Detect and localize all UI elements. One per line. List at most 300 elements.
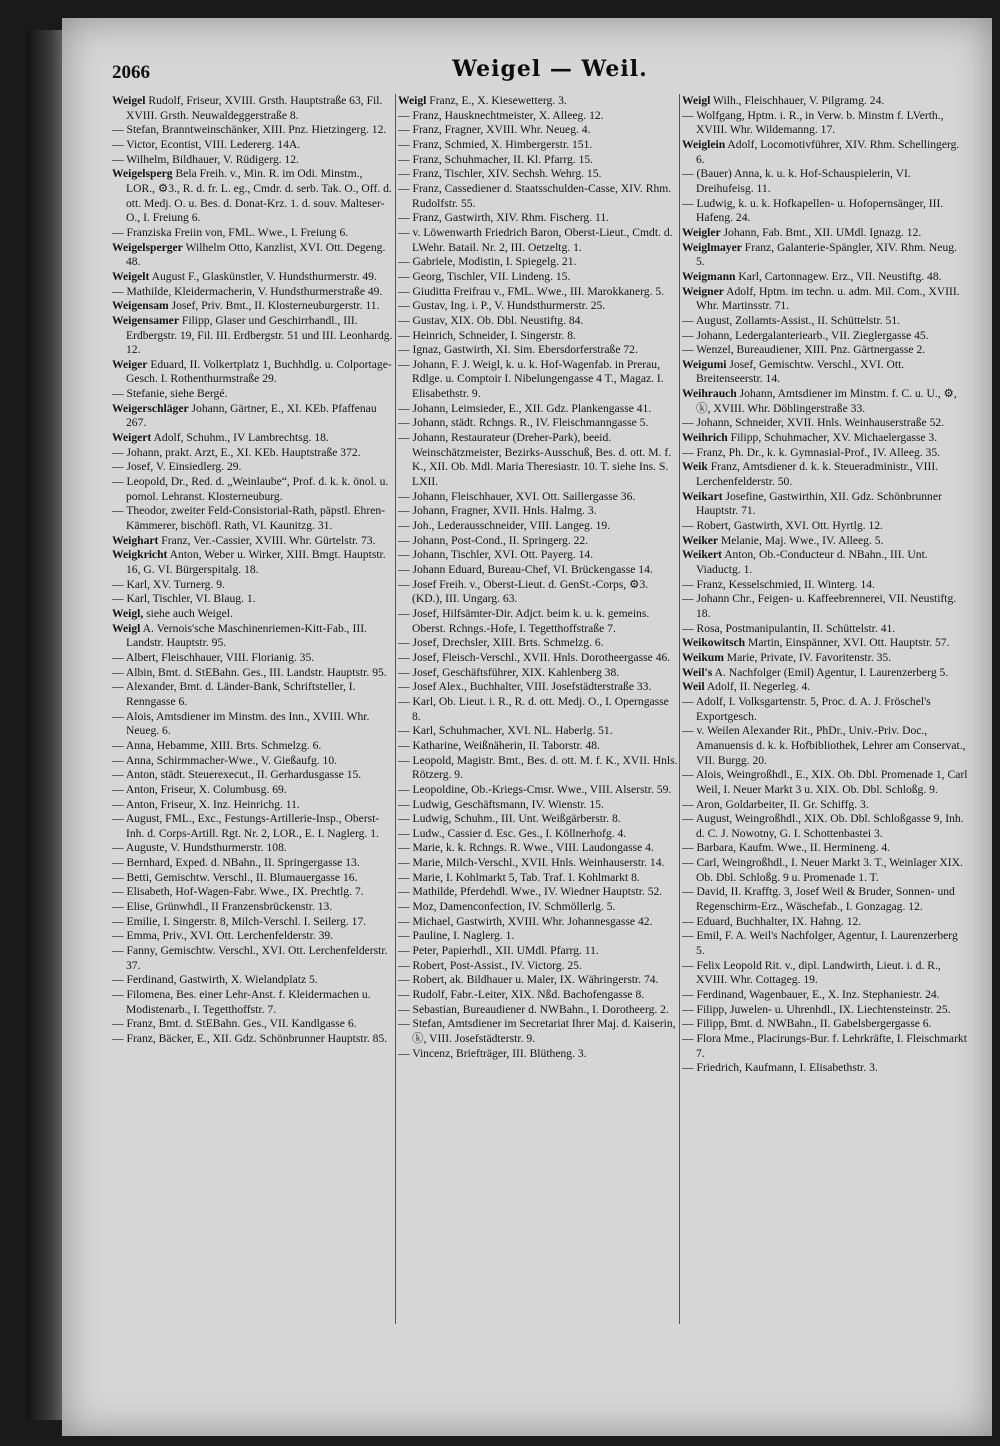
entry-text: — Johann, Restaurateur (Dreher-Park), beeid. Weinschätzmeister, Bezirks-Ausschuß, Bes. d. ott. M. f. K., XII. Ob. Mdl. Maria Theresiastr. 10. T. siehe Ins. S. LXII.: [398, 431, 672, 489]
entry-text: — Johann, Leimsieder, E., XII. Gdz. Plankengasse 41.: [398, 401, 652, 415]
directory-entry: [112, 622, 394, 651]
directory-entry: [112, 680, 394, 709]
directory-entry: [398, 827, 680, 842]
entry-text: — Filomena, Bes. einer Lehr-Anst. f. Kleidermachen u. Modistenarb., I. Tegetthoffstr. 7.: [112, 988, 371, 1016]
entry-text: — Pauline, I. Naglerg. 1.: [398, 929, 515, 943]
entry-text: — Anna, Hebamme, XIII. Brts. Schmelzg. 6.: [112, 738, 322, 752]
entry-text: — v. Weilen Alexander Rit., PhDr., Univ.-Priv. Doc., Amanuensis d. k. k. Hofbibliothek, Lehrer am Conservat., VII. Burgg. 20.: [682, 724, 966, 767]
entry-text: Eduard, II. Volkertplatz 1, Buchhdlg. u. Colportage-Gesch. I. Rothenthurmstraße 29.: [126, 357, 392, 386]
directory-entry: [112, 783, 394, 798]
entry-text: Franz, E., X. Kiesewetterg. 3.: [429, 94, 567, 107]
entry-text: — v. Löwenwarth Friedrich Baron, Oberst-Lieut., Cmdt. d. LWehr. Batail. Nr. 2, III. Oetzeltg. 1.: [398, 225, 673, 254]
entry-text: — Karl, Ob. Lieut. i. R., R. d. ott. Medj. O., I. Operngasse 8.: [398, 694, 669, 723]
entry-text: — Franz, Hausknechtmeister, X. Alleeg. 12.: [398, 108, 604, 122]
entry-text: — Josef Alex., Buchhalter, VIII. Josefstädterstraße 33.: [398, 680, 652, 694]
entry-text: — Anton, Friseur, X. Inz. Heinrichg. 11.: [112, 797, 300, 811]
directory-entry: [682, 666, 968, 681]
entry-text: Anton, Weber u. Wirker, XIII. Bmgt. Hauptstr. 16, G. VI. Bürgerspitalg. 18.: [126, 548, 386, 576]
entry-text: — Michael, Gastwirth, XVIII. Whr. Johannesgasse 42.: [398, 914, 653, 928]
directory-entry: [682, 226, 968, 241]
directory-entry: [682, 929, 968, 958]
directory-entry: [682, 1003, 968, 1018]
entry-text: A. Vernois'sche Maschinenriemen-Kitt-Fab., III. Landstr. Hauptstr. 95.: [126, 621, 367, 650]
entry-text: — Anton, Friseur, X. Columbusg. 69.: [112, 782, 287, 796]
entry-text: — Franz, Fragner, XVIII. Whr. Neueg. 4.: [398, 123, 591, 137]
directory-entry: [682, 695, 968, 724]
entry-surname: Weihrich: [682, 431, 728, 445]
directory-entry: [398, 856, 680, 871]
entry-text: — Johann, F. J. Weigl, k. u. k. Hof-Wagenfab. in Prerau, Rdlge. u. Comptoir I. Nibelungengasse 4 T., Magaz. I. Elisabethstr. 9.: [398, 357, 664, 401]
directory-entry: [398, 988, 680, 1003]
entry-surname: Weigmann: [682, 269, 736, 283]
directory-entry: [112, 153, 394, 168]
entry-text: — Moz, Damenconfection, IV. Schmöllerlg. 5.: [398, 900, 616, 914]
directory-entry: [398, 724, 680, 739]
directory-entry: [112, 739, 394, 754]
entry-text: — Carl, Weingroßhdl., I. Neuer Markt 3. T., Weinlager XIX. Ob. Dbl. Schloßg. 9 u. Promenade 1. T.: [682, 856, 963, 884]
entry-text: — Elisabeth, Hof-Wagen-Fabr. Wwe., IX. Prechtlg. 7.: [112, 885, 364, 899]
directory-entry: [682, 1017, 968, 1032]
directory-entry: [398, 680, 680, 695]
entry-surname: Weigl: [398, 94, 427, 107]
entry-text: — Emil, F. A. Weil's Nachfolger, Agentur, I. Laurenzerberg 5.: [682, 929, 958, 958]
entry-text: — Rosa, Postmanipulantin, II. Schüttelstr. 41.: [682, 621, 896, 635]
directory-entry: [398, 109, 680, 124]
directory-entry: [682, 680, 968, 695]
entry-text: — Adolf, I. Volksgartenstr. 5, Proc. d. A. J. Fröschel's Exportgesch.: [682, 694, 931, 723]
entry-text: — Victor, Econtist, VIII. Ledererg. 14A.: [112, 137, 301, 151]
directory-entry: [112, 592, 394, 607]
entry-surname: Weigert: [112, 431, 152, 445]
entry-surname: Weikowitsch: [682, 636, 746, 650]
directory-entry: [112, 929, 394, 944]
directory-entry: [682, 329, 968, 344]
directory-entry: [398, 783, 680, 798]
entry-text: — Johann, städt. Rchngs. R., IV. Fleischmanngasse 5.: [398, 416, 649, 430]
entry-text: — Franz, Ph. Dr., k. k. Gymnasial-Prof., IV. Alleeg. 35.: [682, 445, 941, 459]
entry-text: Adolf, Schuhm., IV Lambrechtsg. 18.: [153, 431, 329, 445]
entry-text: — Giuditta Freifrau v., FML. Wwe., III. Marokkanerg. 5.: [398, 284, 665, 298]
entry-surname: Weigelt: [112, 269, 150, 283]
directory-entry: [682, 959, 968, 988]
entry-text: August F., Glaskünstler, V. Hundsthurmerstr. 49.: [151, 269, 377, 283]
entry-text: Filipp, Schuhmacher, XV. Michaelergasse 3.: [730, 431, 938, 445]
directory-entry: [398, 973, 680, 988]
directory-entry: [682, 988, 968, 1003]
directory-entry: [398, 812, 680, 827]
directory-entry: [112, 387, 394, 402]
directory-entry: [112, 402, 394, 431]
directory-entry: [398, 431, 680, 490]
directory-entry: [682, 856, 968, 885]
entry-surname: Weigerschläger: [112, 401, 189, 415]
entry-surname: Weigumi: [682, 357, 727, 371]
entry-text: — Emma, Priv., XVI. Ott. Lerchenfelderstr. 39.: [112, 929, 334, 943]
entry-text: — Albert, Fleischhauer, VIII. Florianig. 35.: [112, 650, 315, 664]
entry-text: — Robert, ak. Bildhauer u. Maler, IX. Währingerstr. 74.: [398, 973, 659, 987]
directory-entry: [682, 109, 968, 138]
directory-entry: [682, 270, 968, 285]
entry-text: — Josef, Hilfsämter-Dir. Adjct. beim k. u. k. gemeins. Oberst. Rchngs.-Hofe, I. Tegetthoffstraße 7.: [398, 606, 650, 635]
directory-entry: [398, 519, 680, 534]
entry-text: — Alois, Weingroßhdl., E., XIX. Ob. Dbl. Promenade 1, Carl Weil, I. Neuer Markt 3 u. XIX. Ob. Dbl. Schloßg. 9.: [682, 768, 968, 796]
directory-entry: [398, 490, 680, 505]
entry-surname: Weigl: [682, 94, 711, 107]
directory-entry: [682, 622, 968, 637]
entry-text: — Marie, k. k. Rchngs. R. Wwe., VIII. Laudongasse 4.: [398, 841, 654, 855]
entry-surname: Weigkricht: [112, 548, 168, 562]
directory-entry: [682, 592, 968, 621]
directory-entry: [112, 973, 394, 988]
directory-entry: [682, 314, 968, 329]
entry-text: — Ludwig, k. u. k. Hofkapellen- u. Hofopernsänger, III. Hafeng. 24.: [682, 196, 944, 225]
entry-text: — August, FML., Exc., Festungs-Artillerie-Insp., Oberst-Inh. d. Corps-Artill. Rgt. Nr. 2, LOR., E. I. Naglerg. 1.: [112, 812, 380, 840]
entry-text: Johann, Gärtner, E., XI. KEb. Pfaffenau 267.: [126, 401, 377, 430]
directory-entry: [112, 475, 394, 504]
directory-entry: [398, 167, 680, 182]
directory-entry: [398, 944, 680, 959]
directory-entry: [398, 695, 680, 724]
entry-text: Josefine, Gastwirthin, XII. Gdz. Schönbrunner Hauptstr. 71.: [696, 489, 942, 518]
directory-entry: [112, 900, 394, 915]
entry-text: — Georg, Tischler, VII. Lindeng. 15.: [398, 269, 571, 283]
entry-surname: Weigl: [112, 621, 141, 635]
entry-text: — Franz, Schuhmacher, II. Kl. Pfarrg. 15.: [398, 152, 594, 166]
directory-entry: [112, 812, 394, 841]
entry-text: — Karl, Schuhmacher, XVI. NL. Haberlg. 51.: [398, 724, 613, 738]
entry-text: — Wenzel, Bureaudiener, XIII. Pnz. Gärtnergasse 2.: [682, 343, 926, 357]
entry-surname: Weiker: [682, 533, 719, 547]
directory-entry: [112, 885, 394, 900]
directory-entry: [398, 329, 680, 344]
directory-entry: [112, 94, 394, 123]
entry-text: Franz, Ver.-Cassier, XVIII. Whr. Gürtelstr. 73.: [161, 533, 376, 547]
entry-text: — Ludwig, Geschäftsmann, IV. Wienstr. 15.: [398, 797, 604, 811]
entry-surname: Weigensam: [112, 299, 169, 313]
directory-column-2: [398, 94, 680, 1061]
directory-entry: [398, 1017, 680, 1046]
entry-text: — Gustav, Ing. i. P., V. Hundsthurmerstr. 25.: [398, 299, 606, 313]
directory-entry: [112, 167, 394, 226]
directory-entry: [398, 871, 680, 886]
entry-text: — Stefanie, siehe Bergé.: [112, 387, 228, 401]
directory-entry: [682, 519, 968, 534]
directory-entry: [112, 798, 394, 813]
entry-text: — Marie, I. Kohlmarkt 5, Tab. Traf. I. Kohlmarkt 8.: [398, 870, 640, 884]
entry-text: Josef, Gemischtw. Verschl., XVI. Ott. Breitenseerstr. 14.: [696, 357, 905, 386]
directory-entry: [682, 138, 968, 167]
directory-entry: [398, 959, 680, 974]
entry-text: — Elise, Grünwhdl., II Franzensbrückenstr. 13.: [112, 900, 333, 914]
entry-text: Johann, Fab. Bmt., XII. UMdl. Ignazg. 12.: [723, 225, 922, 239]
entry-text: Anton, Ob.-Conducteur d. NBahn., III. Unt. Viaductg. 1.: [696, 548, 928, 576]
directory-entry: [112, 446, 394, 461]
directory-entry: [398, 270, 680, 285]
directory-entry: [398, 841, 680, 856]
directory-entry: [112, 548, 394, 577]
directory-entry: [112, 578, 394, 593]
directory-entry: [682, 534, 968, 549]
entry-text: — Johann, Schneider, XVII. Hnls. Weinhauserstraße 52.: [682, 416, 945, 430]
directory-entry: [682, 798, 968, 813]
directory-entry: [398, 343, 680, 358]
directory-entry: [112, 666, 394, 681]
entry-text: — Franziska Freiin von, FML. Wwe., I. Freiung 6.: [112, 225, 349, 239]
directory-entry: [112, 226, 394, 241]
entry-text: Wilh., Fleischhauer, V. Pilgramg. 24.: [713, 94, 885, 107]
directory-entry: [112, 915, 394, 930]
entry-text: — Theodor, zweiter Feld-Consistorial-Rath, päpstl. Ehren-Kämmerer, bischöfl. Rath, VI. Kaunitzg. 31.: [112, 504, 386, 533]
directory-entry: [398, 504, 680, 519]
entry-text: — Felix Leopold Rit. v., dipl. Landwirth, Lieut. i. d. R., XVIII. Whr. Cottageg. 19.: [682, 958, 941, 987]
entry-text: — Gustav, XIX. Ob. Dbl. Neustiftg. 84.: [398, 313, 584, 327]
entry-text: — Johann, Ledergalanteriearb., VII. Zieglergasse 45.: [682, 328, 929, 342]
directory-entry: [682, 197, 968, 226]
entry-text: — Josef, V. Einsiedlerg. 29.: [112, 460, 242, 474]
entry-text: — Bernhard, Exped. d. NBahn., II. Springergasse 13.: [112, 856, 360, 870]
entry-text: — Katharine, Weißnäherin, II. Taborstr. 48.: [398, 738, 600, 752]
directory-entry: [112, 460, 394, 475]
directory-entry: [112, 754, 394, 769]
entry-text: — Johann, Fragner, XVII. Hnls. Halmg. 3.: [398, 504, 597, 518]
entry-text: — Marie, Milch-Verschl., XVII. Hnls. Weinhauserstr. 14.: [398, 856, 665, 870]
entry-text: — Friedrich, Kaufmann, I. Elisabethstr. 3.: [682, 1061, 878, 1075]
directory-entry: [398, 885, 680, 900]
directory-entry: [398, 285, 680, 300]
entry-text: — Franz, Bmt. d. StEBahn. Ges., VII. Kandlgasse 6.: [112, 1017, 357, 1031]
entry-text: — Robert, Gastwirth, XVI. Ott. Hyrtlg. 12.: [682, 519, 883, 533]
entry-text: — Franz, Schmied, X. Himbergerstr. 151.: [398, 137, 593, 151]
entry-text: — Leopold, Magistr. Bmt., Bes. d. ott. M. f. K., XVII. Hnls. Rötzerg. 9.: [398, 753, 678, 782]
entry-text: — Ludwig, Schuhm., III. Unt. Weißgärberstr. 8.: [398, 812, 621, 826]
entry-text: — Ferdinand, Gastwirth, X. Wielandplatz 5.: [112, 973, 318, 987]
entry-text: Adolf, Locomotivführer, XIV. Rhm. Schellingerg. 6.: [696, 137, 960, 166]
entry-surname: Weighart: [112, 533, 159, 547]
directory-entry: [682, 446, 968, 461]
directory-entry: [112, 270, 394, 285]
entry-text: — Johann, prakt. Arzt, E., XI. KEb. Hauptstraße 372.: [112, 445, 361, 459]
directory-entry: [112, 299, 394, 314]
entry-text: — Fanny, Gemischtw. Verschl., XVI. Ott. Lerchenfelderstr. 37.: [112, 944, 388, 972]
entry-text: — Eduard, Buchhalter, IX. Hahng. 12.: [682, 914, 862, 928]
directory-entry: [398, 929, 680, 944]
entry-text: — Heinrich, Schneider, I. Singerstr. 8.: [398, 328, 576, 342]
entry-surname: Weiglmayer: [682, 240, 742, 254]
entry-text: — Stefan, Amtsdiener im Secretariat Ihrer Maj. d. Kaiserin, ⓚ, VIII. Josefstädterstr. 9.: [398, 1017, 676, 1045]
directory-entry: [682, 548, 968, 577]
entry-text: Melanie, Maj. Wwe., IV. Alleeg. 5.: [720, 533, 884, 547]
entry-surname: Weigner: [682, 284, 724, 298]
directory-entry: [682, 358, 968, 387]
entry-surname: Weigensamer: [112, 313, 179, 327]
entry-text: — Sebastian, Bureaudiener d. NWBahn., I. Dorotheerg. 2.: [398, 1002, 669, 1016]
entry-surname: Weigelsperg: [112, 167, 173, 181]
entry-text: — Wilhelm, Bildhauer, V. Rüdigerg. 12.: [112, 152, 299, 166]
directory-entry: [398, 563, 680, 578]
directory-entry: [398, 607, 680, 636]
directory-entry: [112, 871, 394, 886]
directory-entry: [398, 798, 680, 813]
directory-entry: [398, 211, 680, 226]
directory-entry: [112, 841, 394, 856]
directory-entry: [112, 988, 394, 1017]
entry-surname: Weihrauch: [682, 387, 737, 401]
directory-entry: [682, 651, 968, 666]
directory-entry: [682, 812, 968, 841]
entry-text: — Franz, Kesselschmied, II. Winterg. 14.: [682, 577, 875, 591]
directory-entry: [398, 666, 680, 681]
entry-text: — Ferdinand, Wagenbauer, E., X. Inz. Stephaniestr. 24.: [682, 988, 940, 1002]
directory-entry: [112, 123, 394, 138]
directory-entry: [682, 768, 968, 797]
directory-entry: [112, 651, 394, 666]
entry-text: — Josef, Fleisch-Verschl., XVII. Hnls. Dorotheergasse 46.: [398, 650, 671, 664]
entry-text: — Filipp, Juwelen- u. Uhrenhdl., IX. Liechtensteinstr. 25.: [682, 1002, 951, 1016]
directory-entry: [682, 490, 968, 519]
directory-entry: [398, 548, 680, 563]
entry-text: — Albin, Bmt. d. StEBahn. Ges., III. Landstr. Hauptstr. 95.: [112, 665, 387, 679]
entry-text: Filipp, Glaser und Geschirrhandl., III. Erdbergstr. 19, Fil. III. Erdbergstr. 51 und III. Leonhardg. 12.: [126, 313, 393, 357]
entry-surname: Weikert: [682, 548, 722, 562]
entry-surname: Weikart: [682, 489, 723, 503]
entry-text: — Mathilde, Pferdehdl. Wwe., IV. Wiedner Hauptstr. 52.: [398, 885, 663, 899]
entry-surname: Weigl,: [112, 606, 144, 620]
directory-entry: [112, 1017, 394, 1032]
entry-text: — August, Zollamts-Assist., II. Schüttelstr. 51.: [682, 313, 901, 327]
entry-text: — Ludw., Cassier d. Esc. Ges., I. Köllnerhofg. 4.: [398, 826, 627, 840]
directory-entry: [398, 182, 680, 211]
directory-entry: [398, 255, 680, 270]
directory-entry: [682, 636, 968, 651]
directory-entry: [112, 710, 394, 739]
directory-entry: [682, 841, 968, 856]
entry-surname: Weigler: [682, 225, 721, 239]
entry-text: siehe auch Weigel.: [146, 606, 233, 620]
directory-entry: [398, 358, 680, 402]
entry-text: — Josef, Geschäftsführer, XIX. Kahlenberg 38.: [398, 665, 620, 679]
entry-text: Martin, Einspänner, XVI. Ott. Hauptstr. 57.: [748, 636, 950, 650]
entry-text: — Robert, Post-Assist., IV. Victorg. 25.: [398, 958, 582, 972]
entry-text: — Johann, Tischler, XVI. Ott. Payerg. 14.: [398, 548, 594, 562]
column-divider: [395, 94, 396, 1324]
entry-text: — Franz, Bäcker, E., XII. Gdz. Schönbrunner Hauptstr. 85.: [112, 1032, 388, 1045]
entry-text: — Franz, Cassediener d. Staatsschulden-Casse, XIV. Rhm. Rudolfstr. 55.: [398, 181, 672, 210]
entry-text: — Mathilde, Kleidermacherin, V. Hundsthurmerstraße 49.: [112, 284, 383, 298]
entry-text: — Gabriele, Modistin, I. Spiegelg. 21.: [398, 255, 577, 269]
book-spine-shadow: [26, 30, 66, 1420]
directory-entry: [112, 607, 394, 622]
entry-text: — David, II. Krafftg. 3, Josef Weil & Bruder, Sonnen- und Regenschirm-Erz., Wäschefab., I. Gonzagag. 12.: [682, 885, 955, 914]
directory-entry: [682, 387, 968, 416]
entry-text: — Anna, Schirmmacher-Wwe., V. Gießaufg. 10.: [112, 753, 338, 767]
directory-entry: [112, 534, 394, 549]
entry-text: — Johann Eduard, Bureau-Chef, VI. Brückengasse 14.: [398, 563, 653, 576]
entry-text: Josef, Priv. Bmt., II. Klosterneuburgerstr. 11.: [171, 299, 380, 313]
directory-entry: [398, 123, 680, 138]
running-head: Weigel — Weil.: [452, 56, 648, 82]
directory-entry: [398, 402, 680, 417]
directory-entry: [112, 944, 394, 973]
entry-text: — Leopold, Dr., Red. d. „Weinlaube“, Prof. d. k. k. önol. u. pomol. Lehranst. Klosterneuburg.: [112, 475, 389, 503]
entry-surname: Weil's: [682, 665, 713, 679]
entry-text: — Franz, Tischler, XIV. Sechsh. Wehrg. 15.: [398, 167, 602, 181]
directory-entry: [682, 416, 968, 431]
directory-entry: [398, 900, 680, 915]
directory-entry: [682, 94, 968, 109]
entry-text: Franz, Galanterie-Spängler, XIV. Rhm. Neug. 5.: [696, 240, 957, 269]
directory-entry: [682, 285, 968, 314]
directory-entry: [682, 460, 968, 489]
directory-entry: [112, 768, 394, 783]
directory-entry: [398, 636, 680, 651]
entry-text: — Johann, Post-Cond., II. Springerg. 22.: [398, 533, 589, 547]
entry-text: — Auguste, V. Hundsthurmerstr. 108.: [112, 841, 287, 855]
entry-text: — Leopoldine, Ob.-Kriegs-Cmsr. Wwe., VIII. Alserstr. 59.: [398, 782, 672, 796]
entry-text: — Alexander, Bmt. d. Länder-Bank, Schriftsteller, I. Renngasse 6.: [112, 680, 356, 708]
entry-text: — Barbara, Kaufm. Wwe., II. Hermineng. 4.: [682, 841, 891, 855]
entry-text: — August, Weingroßhdl., XIX. Ob. Dbl. Schloßgasse 9, Inh. d. C. J. Nowotny, G. I. Schottenbastei 3.: [682, 812, 964, 840]
entry-surname: Weigelsperger: [112, 240, 183, 254]
entry-text: Adolf, II. Negerleg. 4.: [706, 680, 811, 694]
entry-text: — Franz, Gastwirth, XIV. Rhm. Fischerg. 11.: [398, 211, 610, 225]
directory-entry: [112, 241, 394, 270]
directory-entry: [398, 153, 680, 168]
entry-text: Karl, Cartonnagew. Erz., VII. Neustiftg. 48.: [738, 269, 942, 283]
entry-text: — Johann, Fleischhauer, XVI. Ott. Saillergasse 36.: [398, 489, 636, 503]
entry-text: — Vincenz, Briefträger, III. Blütheng. 3.: [398, 1046, 587, 1060]
entry-text: — Wolfgang, Hptm. i. R., in Verw. b. Minstm f. LVerth., XVIII. Whr. Wildemanng. 17.: [682, 108, 944, 137]
directory-entry: [112, 138, 394, 153]
entry-text: Johann, Amtsdiener im Minstm. f. C. u. U., ⚙, ⓚ, XVIII. Whr. Döblingerstraße 33.: [696, 387, 957, 415]
directory-entry: [398, 651, 680, 666]
entry-text: — Karl, Tischler, VI. Blaug. 1.: [112, 592, 256, 606]
directory-entry: [682, 1032, 968, 1061]
directory-entry: [398, 138, 680, 153]
entry-text: — Johann Chr., Feigen- u. Kaffeebrennerei, VII. Neustiftg. 18.: [682, 592, 957, 620]
directory-entry: [112, 504, 394, 533]
directory-entry: [682, 915, 968, 930]
directory-entry: [682, 885, 968, 914]
entry-text: Franz, Amtsdiener d. k. k. Steueradministr., VIII. Lerchenfelderstr. 50.: [696, 460, 939, 489]
entry-surname: Weik: [682, 460, 708, 474]
entry-text: Adolf, Hptm. im techn. u. adm. Mil. Com., XVIII. Whr. Martinsstr. 71.: [696, 284, 960, 313]
entry-text: — Peter, Papierhdl., XII. UMdl. Pfarrg. 11.: [398, 944, 599, 958]
entry-text: — Karl, XV. Turnerg. 9.: [112, 577, 225, 591]
entry-text: — Josef, Drechsler, XIII. Brts. Schmelzg. 6.: [398, 636, 604, 650]
entry-text: Wilhelm Otto, Kanzlist, XVI. Ott. Degeng. 48.: [126, 240, 386, 269]
directory-entry: [398, 299, 680, 314]
entry-text: — Alois, Amtsdiener im Minstm. des Inn., XVIII. Whr. Neueg. 6.: [112, 709, 370, 738]
directory-entry: [398, 226, 680, 255]
directory-column-3: [682, 94, 968, 1076]
directory-entry: [112, 285, 394, 300]
entry-surname: Weil: [682, 680, 705, 694]
entry-surname: Weiger: [112, 357, 148, 371]
entry-text: Bela Freih. v., Min. R. im Odi. Minstm., LOR., ⚙3., R. d. fr. L. eg., Cmdr. d. serb. Tak. O., Off. d. ott. Medj. O. u. Bes. d. Donat-Krz. 1. d. souv. Malteser-O., I. Freiung 6.: [126, 167, 392, 225]
entry-text: — Flora Mme., Placirungs-Bur. f. Lehrkräfte, I. Fleischmarkt 7.: [682, 1032, 967, 1060]
entry-text: A. Nachfolger (Emil) Agentur, I. Laurenzerberg 5.: [714, 665, 949, 679]
directory-entry: [682, 241, 968, 270]
directory-entry: [112, 358, 394, 387]
entry-text: — (Bauer) Anna, k. u. k. Hof-Schauspielerin, VI. Dreihufeisg. 11.: [682, 167, 911, 195]
entry-text: — Stefan, Branntweinschänker, XIII. Pnz. Hietzingerg. 12.: [112, 123, 387, 137]
directory-entry: [112, 314, 394, 358]
directory-column-1: [112, 94, 394, 1047]
directory-entry: [112, 1032, 394, 1047]
directory-entry: [682, 578, 968, 593]
directory-entry: [398, 915, 680, 930]
directory-entry: [398, 1047, 680, 1062]
